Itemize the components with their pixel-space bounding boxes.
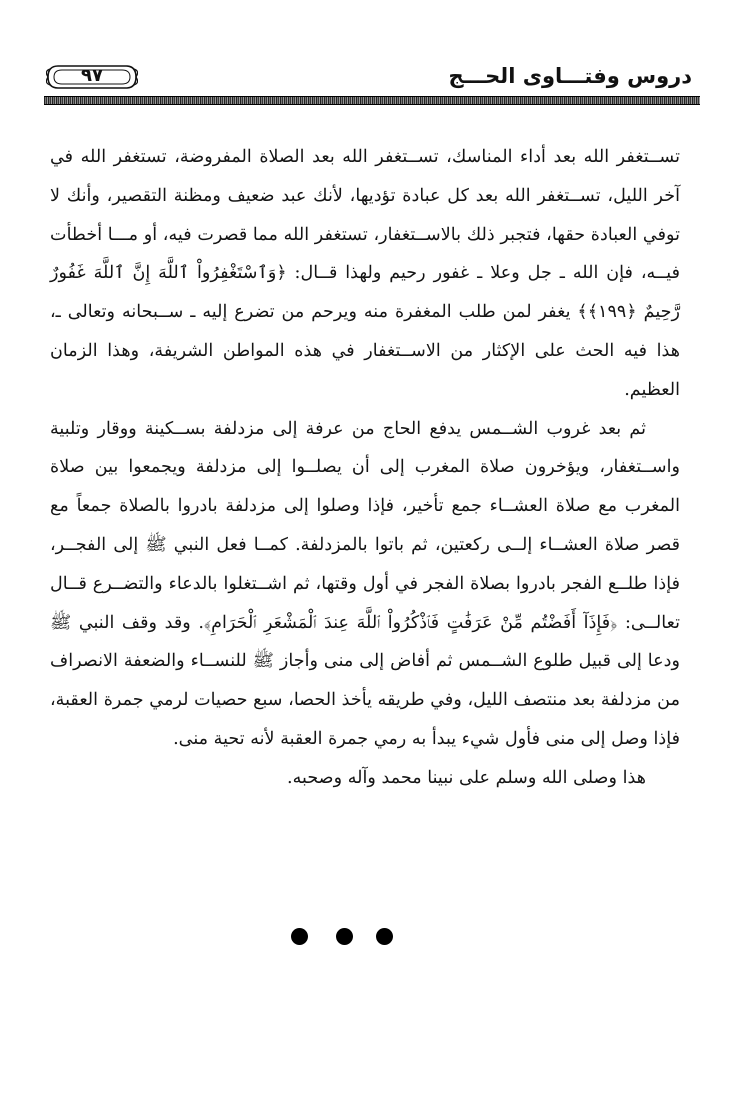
ornament-dot-icon: [291, 928, 308, 945]
paragraph-1: تســتغفر الله بعد أداء المناسك، تســتغفر الله بعد الصلاة المفروضة، تستغفر الله في آخر الليل، تســتغفر الله بعد كل عبادة تؤديها، لأنك عبد ضعيف ومظنة التقصير، وأنك لا توفي العبادة حقها، فتجبر ذلك بالاســتغفار، تستغفر الله مما قصرت فيه، أو مـــا أخطأت فيــه، فإن الله ـ جل وعلا ـ غفور رحيم ولهذا قــال: ﴿وَٱسْتَغْفِرُواْ ٱللَّهَ إِنَّ ٱللَّهَ غَفُورٌ رَّحِيمٌ ﴿١٩٩﴾﴾ يغفر لمن طلب المغفرة منه ويرحم من تضرع إليه ـ ســبحانه وتعالى ـ، هذا فيه الحث على الإكثار من الاســتغفار في هذه المواطن الشريفة، وهذا الزمان العظيم.: [50, 147, 680, 400]
paragraph-2: ثم بعد غروب الشــمس يدفع الحاج من عرفة إلى مزدلفة بســكينة ووقار وتلبية واســتغفار، ويؤخرون صلاة المغرب إلى أن يصلــوا إلى مزدلفة ويجمعوا بين صلاة المغرب مع صلاة العشــاء جمع تأخير، فإذا وصلوا إلى مزدلفة بادروا بالصلاة جمعاً مع قصر صلاة العشــاء إلــى ركعتين، ثم باتوا بالمزدلفة. كمــا فعل النبي ﷺ إلى الفجــر، فإذا طلــع الفجر بادروا بصلاة الفجر في أول وقتها، ثم اشــتغلوا بالدعاء والتضــرع قــال تعالــى: ﴿فَإِذَآ أَفَضْتُم مِّنْ عَرَفَٰتٍ فَٱذْكُرُواْ ٱللَّهَ عِندَ ٱلْمَشْعَرِ ٱلْحَرَامِ﴾. وقد وقف النبي ﷺ ودعا إلى قبيل طلوع الشــمس ثم أفاض إلى منى وأجاز ﷺ للنســاء والضعفة الانصراف من مزدلفة بعد منتصف الليل، وفي طريقه يأخذ الحصا، سبع حصيات لرمي جمرة العقبة، فإذا وصل إلى منى فأول شيء يبدأ به رمي جمرة العقبة لأنه تحية منى.: [50, 418, 680, 749]
running-header: [32, 58, 700, 104]
ornament-dot-icon: [376, 928, 393, 945]
page-number: ٩٧: [81, 65, 103, 86]
page-number-badge: [46, 62, 138, 92]
closing-line: هذا وصلى الله وسلم على نبينا محمد وآله وصحبه.: [286, 767, 646, 788]
page-title: دروس وفتـــاوى الحـــج: [448, 64, 692, 88]
body-text: [50, 138, 680, 798]
end-ornament: [0, 928, 730, 948]
header-divider: [44, 96, 700, 105]
ornament-dot-icon: [336, 928, 353, 945]
